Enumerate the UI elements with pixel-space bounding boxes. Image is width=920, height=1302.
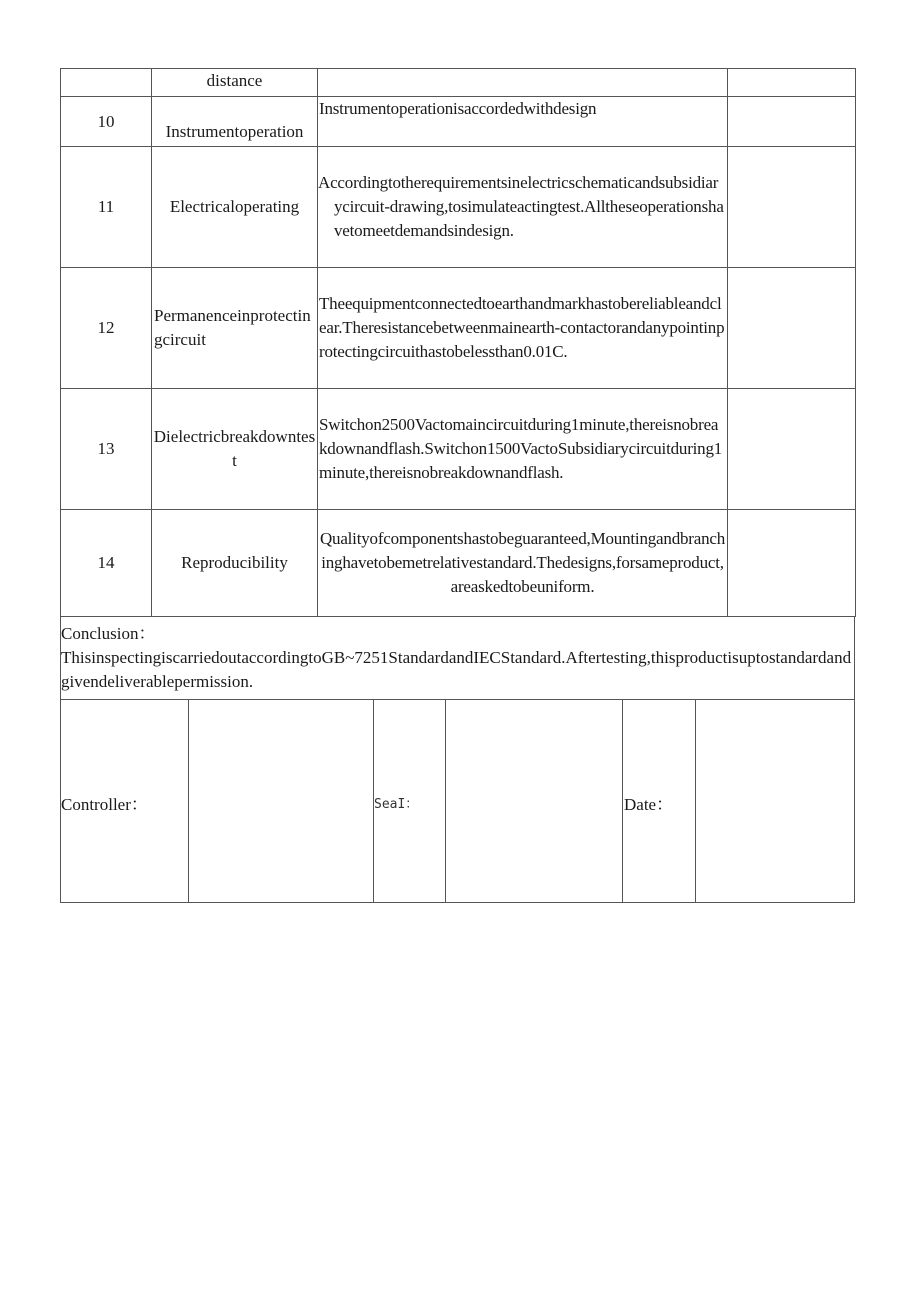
inspection-table [60,68,856,617]
item-name: Dielectricbreakdowntest [152,389,318,510]
requirement-text: Theequipmentconnectedtoearthandmarkhastobereliableandclear.Theresistancebetweenmainearth-contactorandanypointinprotectingcircuithastobelessthan0.01C. [318,268,728,389]
requirement-text [318,69,728,97]
requirement-text: Switchon2500Vactomaincircuitduring1minute,thereisnobreakdownandflash.Switchon1500VactoSubsidiarycircuitduring1minute,thereisnobreakdownandflash. [318,389,728,510]
result-cell [728,389,856,510]
row-number: 12 [61,268,152,389]
column-divider [622,700,623,902]
table-row [61,268,856,389]
row-number: 13 [61,389,152,510]
requirement-text: Instrumentoperationisaccordedwithdesign [318,97,728,147]
table-row [61,389,856,510]
result-cell [728,268,856,389]
item-name: Electricaloperating [152,147,318,268]
row-number: 14 [61,510,152,617]
table-row [61,147,856,268]
controller-label: Controller： [61,795,148,814]
conclusion-label: Conclusion： [61,624,156,643]
item-name: Permanenceinprotectingcircuit [152,268,318,389]
column-divider [695,700,696,902]
table-row [61,69,856,97]
row-number: 10 [61,97,152,147]
column-divider [445,700,446,902]
seal-label: SeaI： [374,797,419,812]
requirement-text: Qualityofcomponentshastobeguaranteed,Mountingandbranchinghavetobemetrelativestandard.Thedesigns,forsameproduct,areaskedtobeuniform. [318,510,728,617]
requirement-text: Accordingtotherequirementsinelectricschematicandsubsidiarycircuit-drawing,tosimulateactingtest.Alltheseoperationshavetomeetdemandsindesign. [318,147,728,268]
row-number: 11 [61,147,152,268]
item-name: distance [152,69,318,97]
table-row [61,97,856,147]
date-label: Date： [624,795,674,814]
column-divider [188,700,189,902]
conclusion-section [60,616,855,700]
result-cell [728,97,856,147]
conclusion-text: ThisinspectingiscarriedoutaccordingtoGB~7251StandardandIECStandard.Aftertesting,thisproductisuptostandardandgivendeliverablepermission. [61,648,852,691]
result-cell [728,510,856,617]
item-name: Reproducibility [152,510,318,617]
item-name: Instrumentoperation [152,97,318,147]
table-row [61,510,856,617]
row-number [61,69,152,97]
result-cell [728,147,856,268]
result-cell [728,69,856,97]
signature-row [60,699,855,903]
